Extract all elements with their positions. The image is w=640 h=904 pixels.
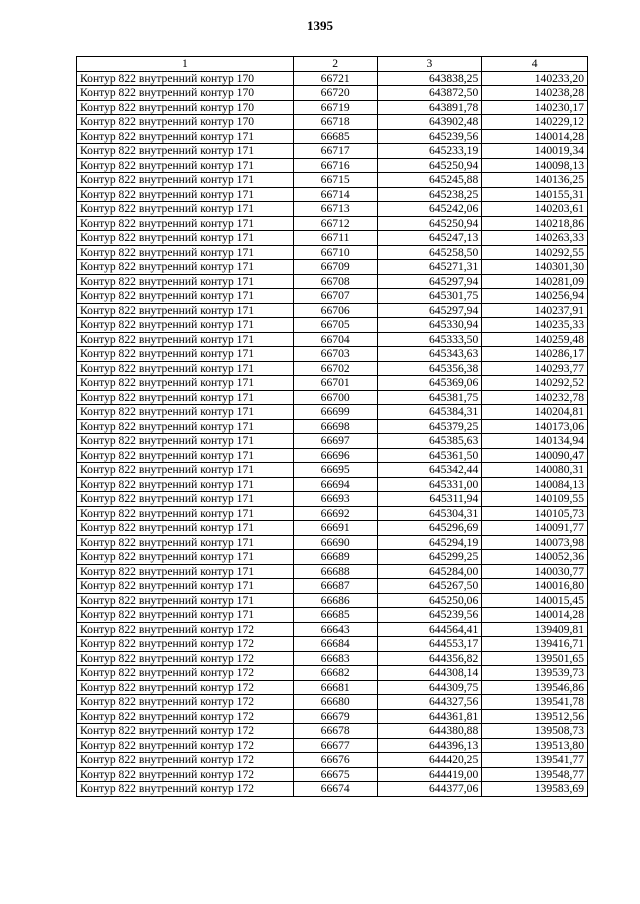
table-row xyxy=(77,318,588,333)
x-coordinate-cell: 645381,75 xyxy=(377,390,482,405)
table-row xyxy=(77,709,588,724)
contour-name-cell: Контур 822 внутренний контур 171 xyxy=(77,521,294,536)
y-coordinate-cell: 139512,56 xyxy=(482,709,588,724)
point-number-cell: 66718 xyxy=(293,115,377,130)
point-number-cell: 66717 xyxy=(293,144,377,159)
x-coordinate-cell: 643891,78 xyxy=(377,100,482,115)
x-coordinate-cell: 645245,88 xyxy=(377,173,482,188)
table-row xyxy=(77,303,588,318)
point-number-cell: 66712 xyxy=(293,216,377,231)
point-number-cell: 66713 xyxy=(293,202,377,217)
y-coordinate-cell: 140030,77 xyxy=(482,564,588,579)
y-coordinate-cell: 140204,81 xyxy=(482,405,588,420)
x-coordinate-cell: 643872,50 xyxy=(377,86,482,101)
point-number-cell: 66676 xyxy=(293,753,377,768)
table-row xyxy=(77,622,588,637)
y-coordinate-cell: 140263,33 xyxy=(482,231,588,246)
x-coordinate-cell: 645379,25 xyxy=(377,419,482,434)
table-row xyxy=(77,782,588,797)
contour-name-cell: Контур 822 внутренний контур 172 xyxy=(77,767,294,782)
contour-name-cell: Контур 822 внутренний контур 171 xyxy=(77,274,294,289)
x-coordinate-cell: 645267,50 xyxy=(377,579,482,594)
x-coordinate-cell: 644420,25 xyxy=(377,753,482,768)
x-coordinate-cell: 644564,41 xyxy=(377,622,482,637)
table-row xyxy=(77,579,588,594)
x-coordinate-cell: 645233,19 xyxy=(377,144,482,159)
x-coordinate-cell: 644553,17 xyxy=(377,637,482,652)
y-coordinate-cell: 140136,25 xyxy=(482,173,588,188)
y-coordinate-cell: 140233,20 xyxy=(482,71,588,86)
table-row xyxy=(77,216,588,231)
y-coordinate-cell: 139416,71 xyxy=(482,637,588,652)
table-row xyxy=(77,245,588,260)
contour-name-cell: Контур 822 внутренний контур 172 xyxy=(77,753,294,768)
table-row xyxy=(77,187,588,202)
point-number-cell: 66716 xyxy=(293,158,377,173)
point-number-cell: 66698 xyxy=(293,419,377,434)
contour-name-cell: Контур 822 внутренний контур 171 xyxy=(77,390,294,405)
x-coordinate-cell: 645242,06 xyxy=(377,202,482,217)
contour-name-cell: Контур 822 внутренний контур 170 xyxy=(77,86,294,101)
x-coordinate-cell: 645250,94 xyxy=(377,158,482,173)
point-number-cell: 66685 xyxy=(293,608,377,623)
point-number-cell: 66684 xyxy=(293,637,377,652)
point-number-cell: 66675 xyxy=(293,767,377,782)
point-number-cell: 66711 xyxy=(293,231,377,246)
table-row xyxy=(77,448,588,463)
contour-name-cell: Контур 822 внутренний контур 171 xyxy=(77,593,294,608)
y-coordinate-cell: 139539,73 xyxy=(482,666,588,681)
point-number-cell: 66699 xyxy=(293,405,377,420)
contour-name-cell: Контур 822 внутренний контур 171 xyxy=(77,434,294,449)
y-coordinate-cell: 140098,13 xyxy=(482,158,588,173)
point-number-cell: 66686 xyxy=(293,593,377,608)
point-number-cell: 66685 xyxy=(293,129,377,144)
contour-name-cell: Контур 822 внутренний контур 171 xyxy=(77,318,294,333)
x-coordinate-cell: 644419,00 xyxy=(377,767,482,782)
table-row xyxy=(77,477,588,492)
table-row xyxy=(77,506,588,521)
table-row xyxy=(77,405,588,420)
contour-name-cell: Контур 822 внутренний контур 170 xyxy=(77,100,294,115)
contour-name-cell: Контур 822 внутренний контур 172 xyxy=(77,738,294,753)
table-row xyxy=(77,86,588,101)
table-row xyxy=(77,100,588,115)
table-header-row xyxy=(77,57,588,72)
x-coordinate-cell: 645239,56 xyxy=(377,129,482,144)
contour-name-cell: Контур 822 внутренний контур 171 xyxy=(77,535,294,550)
y-coordinate-cell: 139546,86 xyxy=(482,680,588,695)
table-row xyxy=(77,231,588,246)
table-row xyxy=(77,347,588,362)
x-coordinate-cell: 645284,00 xyxy=(377,564,482,579)
table-row xyxy=(77,564,588,579)
y-coordinate-cell: 139548,77 xyxy=(482,767,588,782)
point-number-cell: 66692 xyxy=(293,506,377,521)
contour-name-cell: Контур 822 внутренний контур 171 xyxy=(77,158,294,173)
y-coordinate-cell: 139501,65 xyxy=(482,651,588,666)
point-number-cell: 66709 xyxy=(293,260,377,275)
y-coordinate-cell: 140292,55 xyxy=(482,245,588,260)
x-coordinate-cell: 645239,56 xyxy=(377,608,482,623)
point-number-cell: 66695 xyxy=(293,463,377,478)
y-coordinate-cell: 140235,33 xyxy=(482,318,588,333)
column-header-1: 1 xyxy=(77,57,294,72)
point-number-cell: 66705 xyxy=(293,318,377,333)
x-coordinate-cell: 645294,19 xyxy=(377,535,482,550)
x-coordinate-cell: 645330,94 xyxy=(377,318,482,333)
contour-name-cell: Контур 822 внутренний контур 171 xyxy=(77,187,294,202)
point-number-cell: 66688 xyxy=(293,564,377,579)
contour-name-cell: Контур 822 внутренний контур 172 xyxy=(77,695,294,710)
table-row xyxy=(77,767,588,782)
y-coordinate-cell: 140218,86 xyxy=(482,216,588,231)
x-coordinate-cell: 644380,88 xyxy=(377,724,482,739)
x-coordinate-cell: 645247,13 xyxy=(377,231,482,246)
table-row xyxy=(77,419,588,434)
table-row xyxy=(77,158,588,173)
y-coordinate-cell: 140230,17 xyxy=(482,100,588,115)
y-coordinate-cell: 140237,91 xyxy=(482,303,588,318)
y-coordinate-cell: 140090,47 xyxy=(482,448,588,463)
table-row xyxy=(77,695,588,710)
y-coordinate-cell: 140014,28 xyxy=(482,608,588,623)
x-coordinate-cell: 645299,25 xyxy=(377,550,482,565)
point-number-cell: 66689 xyxy=(293,550,377,565)
y-coordinate-cell: 140155,31 xyxy=(482,187,588,202)
point-number-cell: 66710 xyxy=(293,245,377,260)
point-number-cell: 66700 xyxy=(293,390,377,405)
y-coordinate-cell: 139583,69 xyxy=(482,782,588,797)
page-number: 1395 xyxy=(307,18,333,33)
contour-name-cell: Контур 822 внутренний контур 171 xyxy=(77,376,294,391)
contour-name-cell: Контур 822 внутренний контур 171 xyxy=(77,202,294,217)
y-coordinate-cell: 140238,28 xyxy=(482,86,588,101)
y-coordinate-cell: 139541,78 xyxy=(482,695,588,710)
y-coordinate-cell: 140301,30 xyxy=(482,260,588,275)
point-number-cell: 66704 xyxy=(293,332,377,347)
table-row xyxy=(77,492,588,507)
point-number-cell: 66706 xyxy=(293,303,377,318)
y-coordinate-cell: 140259,48 xyxy=(482,332,588,347)
x-coordinate-cell: 644327,56 xyxy=(377,695,482,710)
x-coordinate-cell: 645361,50 xyxy=(377,448,482,463)
contour-name-cell: Контур 822 внутренний контур 171 xyxy=(77,405,294,420)
table-row xyxy=(77,202,588,217)
table-row xyxy=(77,463,588,478)
x-coordinate-cell: 645333,50 xyxy=(377,332,482,347)
contour-name-cell: Контур 822 внутренний контур 170 xyxy=(77,71,294,86)
x-coordinate-cell: 645369,06 xyxy=(377,376,482,391)
y-coordinate-cell: 140173,06 xyxy=(482,419,588,434)
x-coordinate-cell: 645297,94 xyxy=(377,274,482,289)
x-coordinate-cell: 645331,00 xyxy=(377,477,482,492)
y-coordinate-cell: 140256,94 xyxy=(482,289,588,304)
table-row xyxy=(77,332,588,347)
y-coordinate-cell: 139508,73 xyxy=(482,724,588,739)
point-number-cell: 66678 xyxy=(293,724,377,739)
point-number-cell: 66694 xyxy=(293,477,377,492)
y-coordinate-cell: 140080,31 xyxy=(482,463,588,478)
column-header-4: 4 xyxy=(482,57,588,72)
table-row xyxy=(77,434,588,449)
y-coordinate-cell: 140052,36 xyxy=(482,550,588,565)
table-row xyxy=(77,666,588,681)
point-number-cell: 66714 xyxy=(293,187,377,202)
y-coordinate-cell: 140084,13 xyxy=(482,477,588,492)
table-row xyxy=(77,608,588,623)
x-coordinate-cell: 645384,31 xyxy=(377,405,482,420)
x-coordinate-cell: 645250,94 xyxy=(377,216,482,231)
y-coordinate-cell: 139513,80 xyxy=(482,738,588,753)
y-coordinate-cell: 140073,98 xyxy=(482,535,588,550)
x-coordinate-cell: 645250,06 xyxy=(377,593,482,608)
table-row xyxy=(77,71,588,86)
x-coordinate-cell: 645271,31 xyxy=(377,260,482,275)
contour-name-cell: Контур 822 внутренний контур 171 xyxy=(77,245,294,260)
x-coordinate-cell: 644308,14 xyxy=(377,666,482,681)
point-number-cell: 66674 xyxy=(293,782,377,797)
table-row xyxy=(77,173,588,188)
point-number-cell: 66719 xyxy=(293,100,377,115)
point-number-cell: 66683 xyxy=(293,651,377,666)
y-coordinate-cell: 140232,78 xyxy=(482,390,588,405)
y-coordinate-cell: 140286,17 xyxy=(482,347,588,362)
x-coordinate-cell: 644361,81 xyxy=(377,709,482,724)
x-coordinate-cell: 645238,25 xyxy=(377,187,482,202)
point-number-cell: 66643 xyxy=(293,622,377,637)
coordinates-table xyxy=(76,56,588,797)
x-coordinate-cell: 645385,63 xyxy=(377,434,482,449)
contour-name-cell: Контур 822 внутренний контур 171 xyxy=(77,231,294,246)
x-coordinate-cell: 645301,75 xyxy=(377,289,482,304)
contour-name-cell: Контур 822 внутренний контур 171 xyxy=(77,361,294,376)
contour-name-cell: Контур 822 внутренний контур 171 xyxy=(77,463,294,478)
contour-name-cell: Контур 822 внутренний контур 171 xyxy=(77,332,294,347)
contour-name-cell: Контур 822 внутренний контур 171 xyxy=(77,260,294,275)
y-coordinate-cell: 140109,55 xyxy=(482,492,588,507)
point-number-cell: 66720 xyxy=(293,86,377,101)
table-row xyxy=(77,521,588,536)
y-coordinate-cell: 140015,45 xyxy=(482,593,588,608)
y-coordinate-cell: 140016,80 xyxy=(482,579,588,594)
x-coordinate-cell: 645343,63 xyxy=(377,347,482,362)
x-coordinate-cell: 645356,38 xyxy=(377,361,482,376)
table-row xyxy=(77,376,588,391)
contour-name-cell: Контур 822 внутренний контур 171 xyxy=(77,550,294,565)
x-coordinate-cell: 644356,82 xyxy=(377,651,482,666)
contour-name-cell: Контур 822 внутренний контур 172 xyxy=(77,651,294,666)
contour-name-cell: Контур 822 внутренний контур 171 xyxy=(77,173,294,188)
contour-name-cell: Контур 822 внутренний контур 171 xyxy=(77,289,294,304)
x-coordinate-cell: 645342,44 xyxy=(377,463,482,478)
x-coordinate-cell: 645297,94 xyxy=(377,303,482,318)
point-number-cell: 66680 xyxy=(293,695,377,710)
point-number-cell: 66693 xyxy=(293,492,377,507)
contour-name-cell: Контур 822 внутренний контур 171 xyxy=(77,216,294,231)
point-number-cell: 66681 xyxy=(293,680,377,695)
point-number-cell: 66702 xyxy=(293,361,377,376)
x-coordinate-cell: 644396,13 xyxy=(377,738,482,753)
contour-name-cell: Контур 822 внутренний контур 171 xyxy=(77,129,294,144)
contour-name-cell: Контур 822 внутренний контур 172 xyxy=(77,782,294,797)
contour-name-cell: Контур 822 внутренний контур 172 xyxy=(77,666,294,681)
point-number-cell: 66721 xyxy=(293,71,377,86)
contour-name-cell: Контур 822 внутренний контур 171 xyxy=(77,303,294,318)
table-row xyxy=(77,289,588,304)
column-header-3: 3 xyxy=(377,57,482,72)
contour-name-cell: Контур 822 внутренний контур 172 xyxy=(77,637,294,652)
table-row xyxy=(77,129,588,144)
table-row xyxy=(77,260,588,275)
table-row xyxy=(77,535,588,550)
y-coordinate-cell: 140019,34 xyxy=(482,144,588,159)
table-row xyxy=(77,637,588,652)
x-coordinate-cell: 643838,25 xyxy=(377,71,482,86)
y-coordinate-cell: 140281,09 xyxy=(482,274,588,289)
contour-name-cell: Контур 822 внутренний контур 171 xyxy=(77,419,294,434)
y-coordinate-cell: 139409,81 xyxy=(482,622,588,637)
table-row xyxy=(77,593,588,608)
contour-name-cell: Контур 822 внутренний контур 171 xyxy=(77,564,294,579)
table-row xyxy=(77,115,588,130)
y-coordinate-cell: 139541,77 xyxy=(482,753,588,768)
x-coordinate-cell: 645311,94 xyxy=(377,492,482,507)
contour-name-cell: Контур 822 внутренний контур 171 xyxy=(77,492,294,507)
table-row xyxy=(77,361,588,376)
table-row xyxy=(77,144,588,159)
table-row xyxy=(77,274,588,289)
table-row xyxy=(77,550,588,565)
point-number-cell: 66701 xyxy=(293,376,377,391)
contour-name-cell: Контур 822 внутренний контур 170 xyxy=(77,115,294,130)
contour-name-cell: Контур 822 внутренний контур 171 xyxy=(77,477,294,492)
x-coordinate-cell: 644309,75 xyxy=(377,680,482,695)
y-coordinate-cell: 140091,77 xyxy=(482,521,588,536)
x-coordinate-cell: 645304,31 xyxy=(377,506,482,521)
contour-name-cell: Контур 822 внутренний контур 171 xyxy=(77,608,294,623)
y-coordinate-cell: 140105,73 xyxy=(482,506,588,521)
y-coordinate-cell: 140293,77 xyxy=(482,361,588,376)
contour-name-cell: Контур 822 внутренний контур 172 xyxy=(77,622,294,637)
point-number-cell: 66687 xyxy=(293,579,377,594)
y-coordinate-cell: 140292,52 xyxy=(482,376,588,391)
point-number-cell: 66691 xyxy=(293,521,377,536)
column-header-2: 2 xyxy=(293,57,377,72)
table-row xyxy=(77,738,588,753)
point-number-cell: 66697 xyxy=(293,434,377,449)
table-row xyxy=(77,724,588,739)
contour-name-cell: Контур 822 внутренний контур 171 xyxy=(77,506,294,521)
y-coordinate-cell: 140203,61 xyxy=(482,202,588,217)
point-number-cell: 66708 xyxy=(293,274,377,289)
x-coordinate-cell: 643902,48 xyxy=(377,115,482,130)
point-number-cell: 66690 xyxy=(293,535,377,550)
table-body xyxy=(77,71,588,796)
y-coordinate-cell: 140134,94 xyxy=(482,434,588,449)
contour-name-cell: Контур 822 внутренний контур 172 xyxy=(77,709,294,724)
table-row xyxy=(77,390,588,405)
point-number-cell: 66682 xyxy=(293,666,377,681)
table-row xyxy=(77,753,588,768)
table-row xyxy=(77,651,588,666)
x-coordinate-cell: 645296,69 xyxy=(377,521,482,536)
point-number-cell: 66707 xyxy=(293,289,377,304)
x-coordinate-cell: 645258,50 xyxy=(377,245,482,260)
point-number-cell: 66715 xyxy=(293,173,377,188)
contour-name-cell: Контур 822 внутренний контур 172 xyxy=(77,724,294,739)
table-row xyxy=(77,680,588,695)
point-number-cell: 66696 xyxy=(293,448,377,463)
contour-name-cell: Контур 822 внутренний контур 171 xyxy=(77,144,294,159)
y-coordinate-cell: 140229,12 xyxy=(482,115,588,130)
contour-name-cell: Контур 822 внутренний контур 171 xyxy=(77,579,294,594)
point-number-cell: 66677 xyxy=(293,738,377,753)
x-coordinate-cell: 644377,06 xyxy=(377,782,482,797)
contour-name-cell: Контур 822 внутренний контур 171 xyxy=(77,347,294,362)
point-number-cell: 66703 xyxy=(293,347,377,362)
point-number-cell: 66679 xyxy=(293,709,377,724)
contour-name-cell: Контур 822 внутренний контур 171 xyxy=(77,448,294,463)
y-coordinate-cell: 140014,28 xyxy=(482,129,588,144)
contour-name-cell: Контур 822 внутренний контур 172 xyxy=(77,680,294,695)
